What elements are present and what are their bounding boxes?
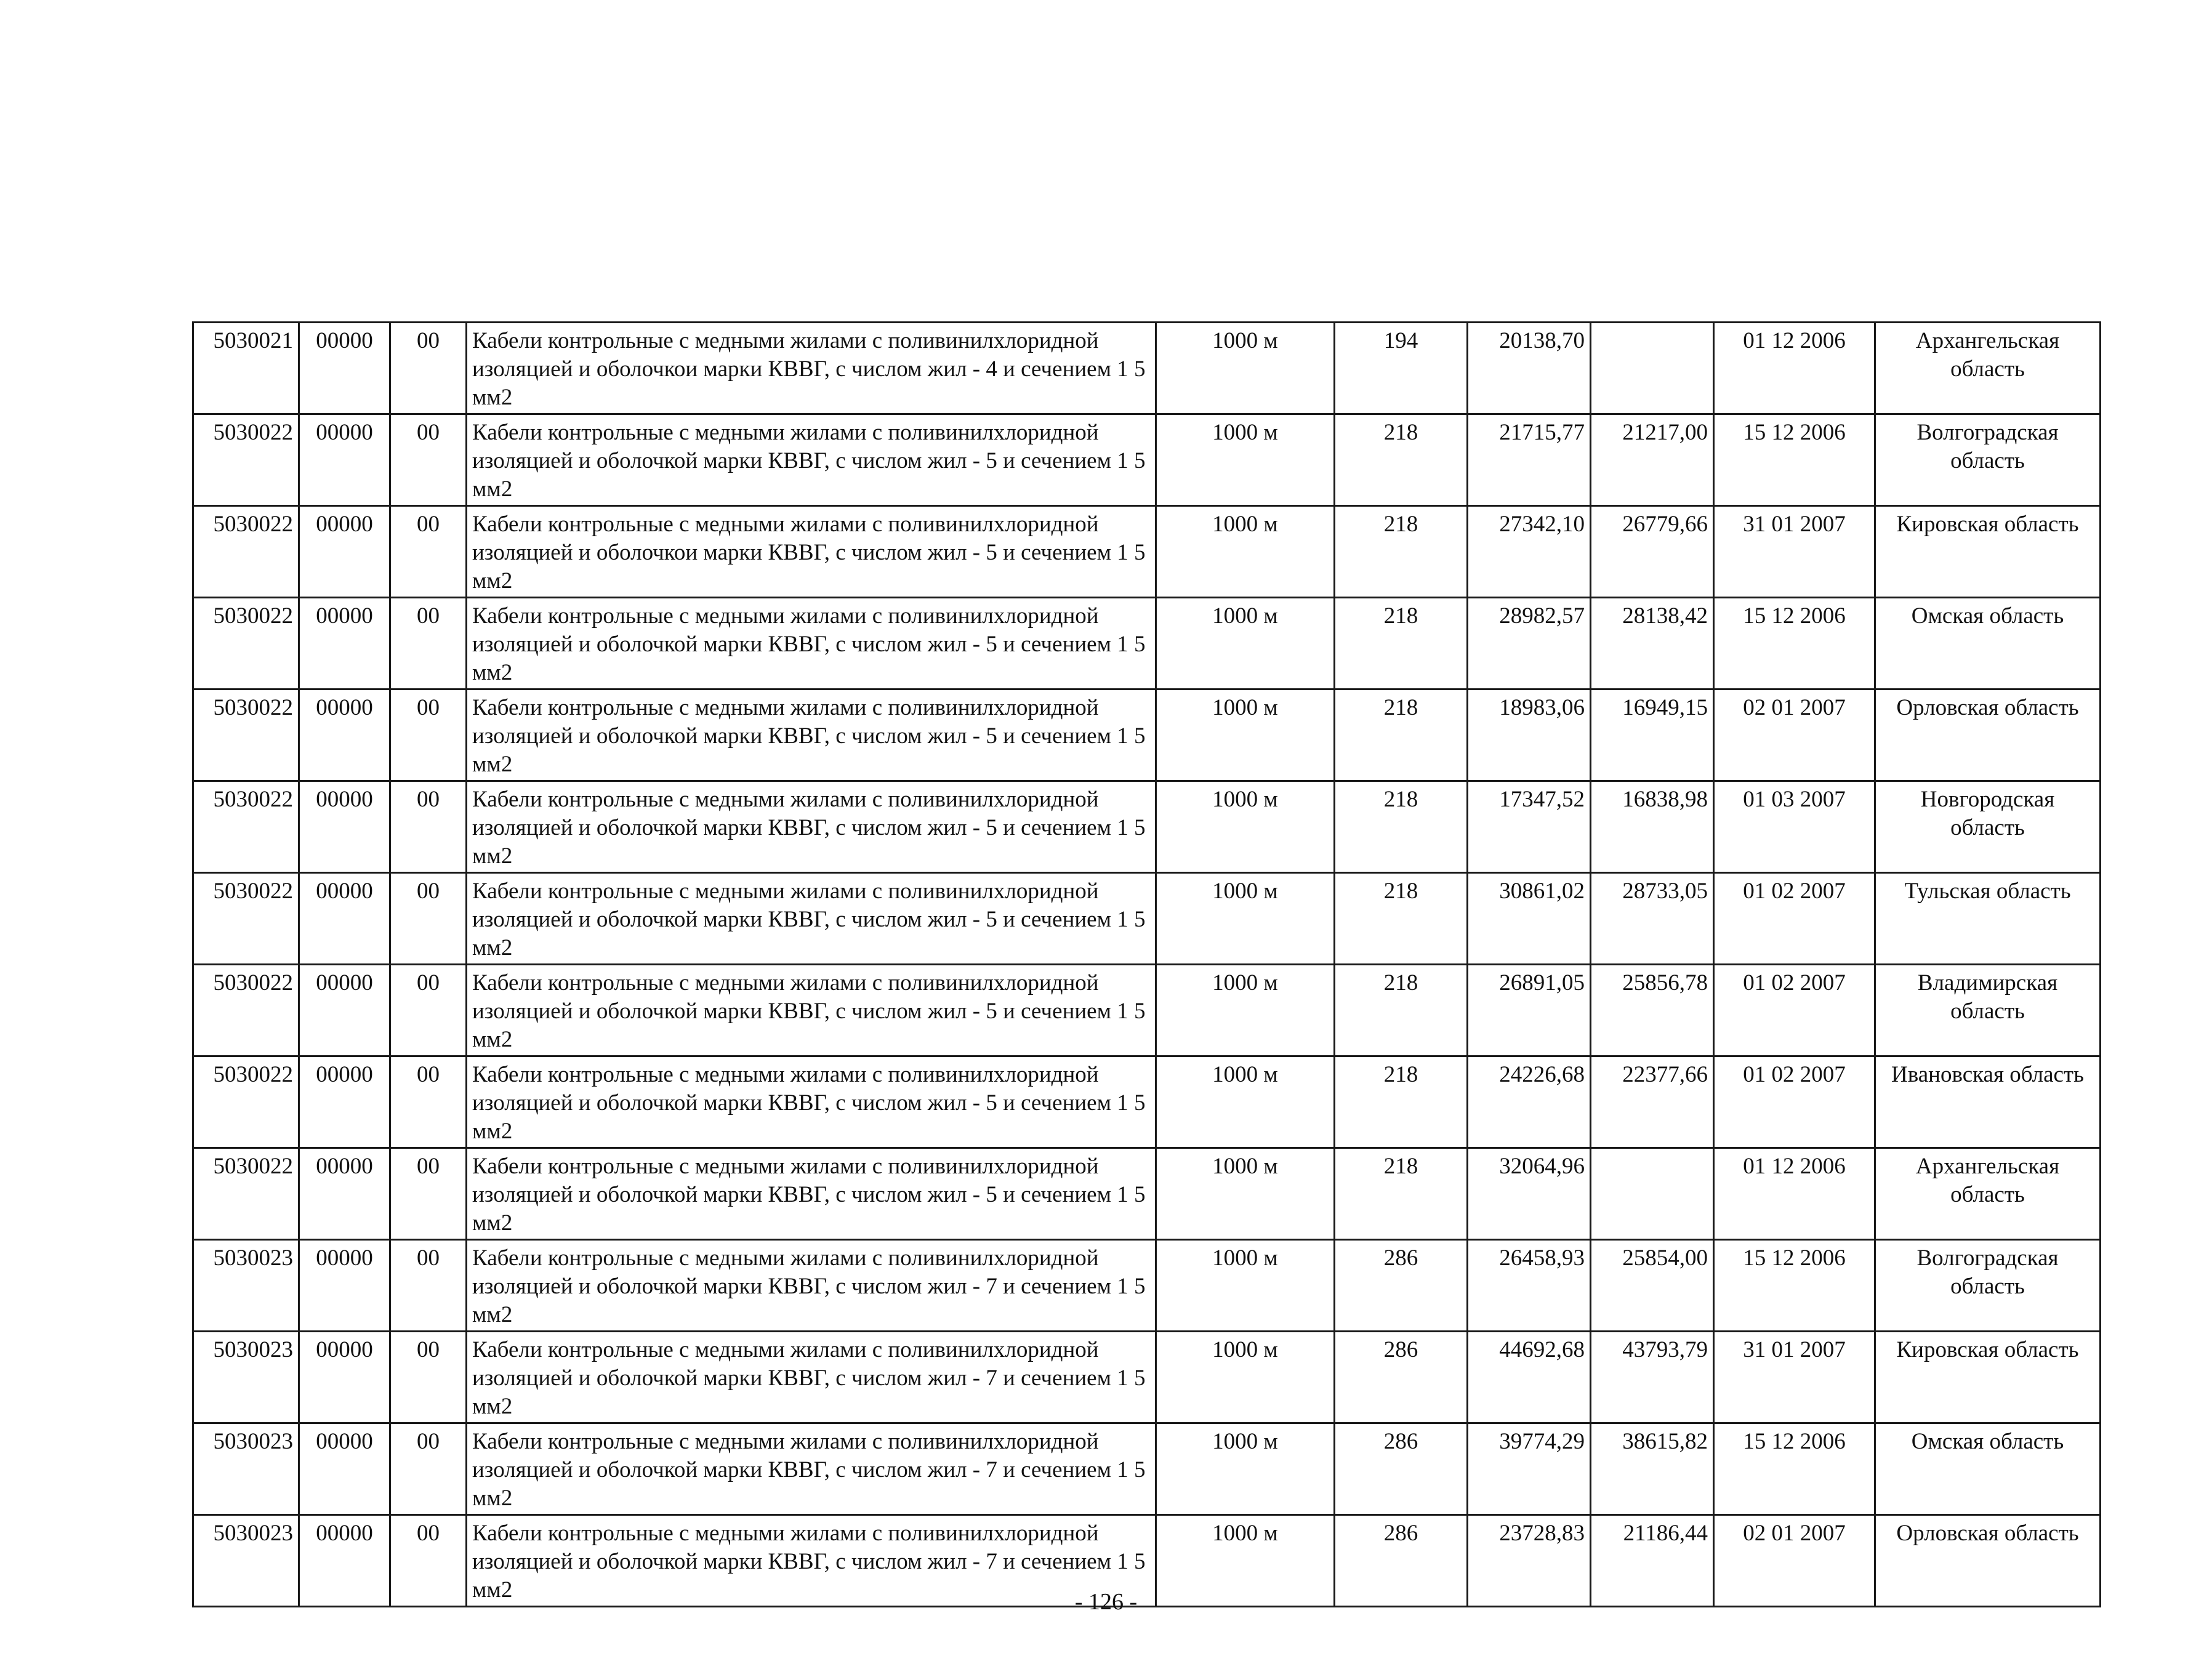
cell-name: Кабели контрольные с медными жилами с поливинилхлоридной изоляцией и оболочкой марки КВВГ, с числом жил - 5 и сечением 1 5 мм2 [467,965,1156,1056]
cell-unit: 1000 м [1156,1148,1335,1240]
cell-price-2 [1591,323,1714,414]
cell-subcode: 00000 [299,414,390,506]
cell-quantity: 286 [1335,1240,1468,1332]
cell-price-2: 26779,66 [1591,506,1714,598]
cell-subcode: 00000 [299,965,390,1056]
cell-date: 15 12 2006 [1714,1423,1875,1515]
cell-group: 00 [390,965,467,1056]
cell-region: Кировская область [1875,506,2101,598]
cell-code: 5030022 [193,1056,299,1148]
cell-region: Омская область [1875,598,2101,690]
table-body [193,323,2101,1607]
cell-code: 5030022 [193,690,299,781]
cell-code: 5030022 [193,781,299,873]
cell-price-1: 20138,70 [1468,323,1591,414]
cell-region: Орловская область [1875,690,2101,781]
cell-group: 00 [390,1148,467,1240]
cell-name: Кабели контрольные с медными жилами с поливинилхлоридной изоляцией и оболочкой марки КВВГ, с числом жил - 5 и сечением 1 5 мм2 [467,873,1156,965]
cell-quantity: 218 [1335,414,1468,506]
cell-unit: 1000 м [1156,414,1335,506]
cell-price-1: 27342,10 [1468,506,1591,598]
cell-group: 00 [390,690,467,781]
cell-price-2: 21186,44 [1591,1515,1714,1607]
price-table [192,321,2101,1607]
cell-group: 00 [390,1056,467,1148]
table-row [193,873,2101,965]
table-row [193,506,2101,598]
cell-date: 01 03 2007 [1714,781,1875,873]
cell-unit: 1000 м [1156,323,1335,414]
cell-code: 5030023 [193,1515,299,1607]
cell-quantity: 218 [1335,1148,1468,1240]
cell-price-2: 16838,98 [1591,781,1714,873]
cell-price-1: 30861,02 [1468,873,1591,965]
cell-name: Кабели контрольные с медными жилами с поливинилхлоридной изоляцией и оболочкой марки КВВГ, с числом жил - 7 и сечением 1 5 мм2 [467,1332,1156,1423]
cell-subcode: 00000 [299,1240,390,1332]
cell-unit: 1000 м [1156,1240,1335,1332]
cell-price-1: 18983,06 [1468,690,1591,781]
cell-unit: 1000 м [1156,1515,1335,1607]
cell-group: 00 [390,598,467,690]
table-row [193,1332,2101,1423]
cell-date: 31 01 2007 [1714,506,1875,598]
cell-date: 01 12 2006 [1714,1148,1875,1240]
cell-date: 01 12 2006 [1714,323,1875,414]
cell-quantity: 218 [1335,690,1468,781]
page-number: - 126 - [1074,1589,1138,1615]
cell-region: Архангельская область [1875,1148,2101,1240]
cell-price-2: 25854,00 [1591,1240,1714,1332]
cell-price-1: 24226,68 [1468,1056,1591,1148]
cell-date: 15 12 2006 [1714,414,1875,506]
cell-date: 01 02 2007 [1714,873,1875,965]
cell-name: Кабели контрольные с медными жилами с поливинилхлоридной изоляцией и оболочкои марки КВВГ, с числом жил - 4 и сечением 1 5 мм2 [467,323,1156,414]
cell-region: Тульская область [1875,873,2101,965]
cell-name: Кабели контрольные с медными жилами с поливинилхлоридной изоляцией и оболочкой марки КВВГ, с числом жил - 5 и сечением 1 5 мм2 [467,781,1156,873]
cell-name: Кабели контрольные с медными жилами с поливинилхлоридной изоляцией и оболочкой марки КВВГ, с числом жил - 5 и сечением 1 5 мм2 [467,598,1156,690]
cell-code: 5030022 [193,965,299,1056]
cell-price-1: 39774,29 [1468,1423,1591,1515]
cell-subcode: 00000 [299,1423,390,1515]
cell-unit: 1000 м [1156,690,1335,781]
cell-subcode: 00000 [299,690,390,781]
table-row [193,965,2101,1056]
cell-region: Волгоградская область [1875,1240,2101,1332]
cell-subcode: 00000 [299,1056,390,1148]
cell-code: 5030023 [193,1240,299,1332]
cell-price-1: 21715,77 [1468,414,1591,506]
cell-code: 5030022 [193,414,299,506]
cell-region: Омская область [1875,1423,2101,1515]
cell-price-2: 21217,00 [1591,414,1714,506]
table-row [193,1423,2101,1515]
cell-region: Волгоградская область [1875,414,2101,506]
cell-unit: 1000 м [1156,781,1335,873]
cell-unit: 1000 м [1156,1332,1335,1423]
cell-date: 31 01 2007 [1714,1332,1875,1423]
cell-date: 02 01 2007 [1714,690,1875,781]
cell-date: 15 12 2006 [1714,598,1875,690]
table-row [193,414,2101,506]
cell-group: 00 [390,873,467,965]
cell-code: 5030022 [193,506,299,598]
cell-unit: 1000 м [1156,1423,1335,1515]
cell-code: 5030022 [193,873,299,965]
table-row [193,690,2101,781]
table-row [193,598,2101,690]
cell-price-1: 26458,93 [1468,1240,1591,1332]
cell-date: 02 01 2007 [1714,1515,1875,1607]
cell-price-2: 16949,15 [1591,690,1714,781]
cell-quantity: 218 [1335,506,1468,598]
cell-group: 00 [390,506,467,598]
cell-unit: 1000 м [1156,873,1335,965]
cell-code: 5030023 [193,1332,299,1423]
cell-region: Архангельская область [1875,323,2101,414]
cell-unit: 1000 м [1156,506,1335,598]
cell-date: 01 02 2007 [1714,965,1875,1056]
cell-quantity: 286 [1335,1332,1468,1423]
cell-region: Новгородская область [1875,781,2101,873]
cell-quantity: 218 [1335,965,1468,1056]
cell-quantity: 218 [1335,1056,1468,1148]
cell-price-2 [1591,1148,1714,1240]
cell-subcode: 00000 [299,1332,390,1423]
cell-unit: 1000 м [1156,598,1335,690]
cell-quantity: 286 [1335,1515,1468,1607]
cell-subcode: 00000 [299,323,390,414]
cell-group: 00 [390,1515,467,1607]
cell-unit: 1000 м [1156,1056,1335,1148]
cell-name: Кабели контрольные с медными жилами с поливинилхлоридной изоляцией и оболочкой марки КВВГ, с числом жил - 7 и сечением 1 5 мм2 [467,1515,1156,1607]
cell-name: Кабели контрольные с медными жилами с поливинилхлоридной изоляцией и оболочкой марки КВВГ, с числом жил - 7 и сечением 1 5 мм2 [467,1423,1156,1515]
cell-region: Кировская область [1875,1332,2101,1423]
table-row [193,323,2101,414]
cell-name: Кабели контрольные с медными жилами с поливинилхлоридной изоляцией и оболочкои марки КВВГ, с числом жил - 5 и сечением 1 5 мм2 [467,506,1156,598]
cell-region: Ивановская область [1875,1056,2101,1148]
cell-subcode: 00000 [299,781,390,873]
cell-subcode: 00000 [299,1515,390,1607]
cell-price-2: 38615,82 [1591,1423,1714,1515]
cell-quantity: 218 [1335,781,1468,873]
table-row [193,1148,2101,1240]
cell-group: 00 [390,1332,467,1423]
table-row [193,781,2101,873]
cell-date: 01 02 2007 [1714,1056,1875,1148]
cell-price-2: 25856,78 [1591,965,1714,1056]
cell-price-2: 28733,05 [1591,873,1714,965]
cell-group: 00 [390,1423,467,1515]
cell-subcode: 00000 [299,506,390,598]
cell-region: Владимирская область [1875,965,2101,1056]
cell-unit: 1000 м [1156,965,1335,1056]
cell-code: 5030022 [193,1148,299,1240]
cell-date: 15 12 2006 [1714,1240,1875,1332]
table-row [193,1240,2101,1332]
cell-subcode: 00000 [299,598,390,690]
cell-price-1: 28982,57 [1468,598,1591,690]
cell-code: 5030022 [193,598,299,690]
cell-group: 00 [390,781,467,873]
cell-price-1: 17347,52 [1468,781,1591,873]
cell-group: 00 [390,1240,467,1332]
cell-price-2: 28138,42 [1591,598,1714,690]
cell-group: 00 [390,323,467,414]
cell-quantity: 218 [1335,598,1468,690]
cell-quantity: 286 [1335,1423,1468,1515]
cell-name: Кабели контрольные с медными жилами с поливинилхлоридной изоляцией и оболочкой марки КВВГ, с числом жил - 5 и сечением 1 5 мм2 [467,1056,1156,1148]
cell-price-1: 32064,96 [1468,1148,1591,1240]
cell-price-1: 44692,68 [1468,1332,1591,1423]
cell-quantity: 194 [1335,323,1468,414]
cell-name: Кабели контрольные с медными жилами с поливинилхлоридной изоляцией и оболочкой марки КВВГ, с числом жил - 5 и сечением 1 5 мм2 [467,1148,1156,1240]
cell-region: Орловская область [1875,1515,2101,1607]
cell-name: Кабели контрольные с медными жилами с поливинилхлоридной изоляцией и оболочкой марки КВВГ, с числом жил - 5 и сечением 1 5 мм2 [467,414,1156,506]
cell-code: 5030021 [193,323,299,414]
cell-name: Кабели контрольные с медными жилами с поливинилхлоридной изоляцией и оболочкой марки КВВГ, с числом жил - 7 и сечением 1 5 мм2 [467,1240,1156,1332]
cell-subcode: 00000 [299,1148,390,1240]
cell-name: Кабели контрольные с медными жилами с поливинилхлоридной изоляцией и оболочкой марки КВВГ, с числом жил - 5 и сечением 1 5 мм2 [467,690,1156,781]
cell-price-1: 23728,83 [1468,1515,1591,1607]
cell-price-2: 22377,66 [1591,1056,1714,1148]
cell-quantity: 218 [1335,873,1468,965]
cell-code: 5030023 [193,1423,299,1515]
cell-group: 00 [390,414,467,506]
table-row [193,1056,2101,1148]
cell-price-2: 43793,79 [1591,1332,1714,1423]
cell-price-1: 26891,05 [1468,965,1591,1056]
cell-subcode: 00000 [299,873,390,965]
